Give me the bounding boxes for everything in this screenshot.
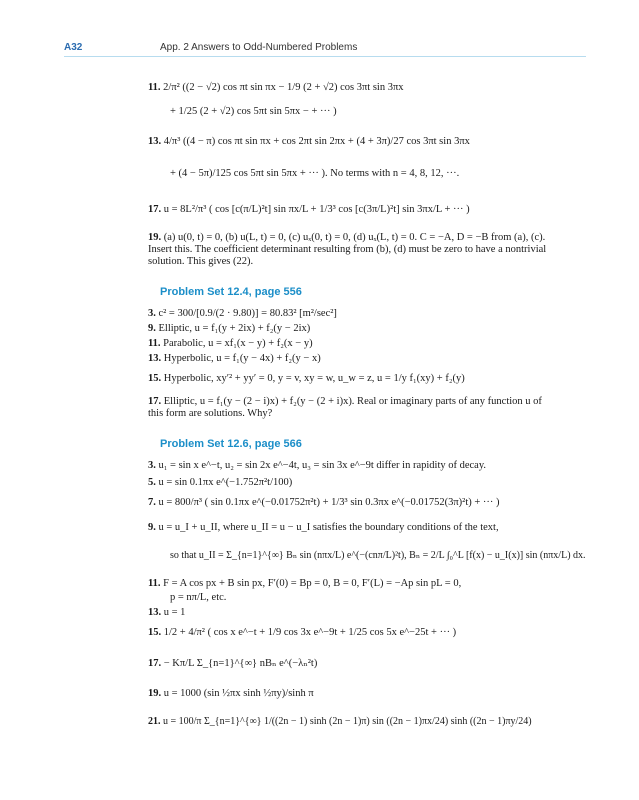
answer-text: 2/π² ((2 − √2) cos πt sin πx − 1/9 (2 + √2) cos 3πt sin 3πx — [163, 82, 404, 93]
answer-number: 7. — [148, 497, 156, 508]
answer-number: 13. — [148, 607, 162, 618]
section-title-12-4: Problem Set 12.4, page 556 — [160, 286, 302, 298]
answer-line — [170, 592, 226, 604]
answer-number: 9. — [148, 522, 156, 533]
section-title-12-6: Problem Set 12.6, page 566 — [160, 438, 302, 450]
answer-number: 9. — [148, 323, 156, 334]
answer-text: u = 100/π Σ_{n=1}^{∞} 1/((2n − 1) sinh (2n − 1)π) sin ((2n − 1)πx/24) sinh ((2n − 1)πy/24) — [163, 716, 532, 727]
answer-text: Elliptic, u = f₁(y − (2 − i)x) + f₂(y − (2 + i)x). Real or imaginary parts of any function u of this form are solutions. Why? — [148, 396, 542, 419]
answer-line — [148, 522, 499, 534]
running-title: App. 2 Answers to Odd-Numbered Problems — [160, 42, 358, 53]
answer-text: u = 800/π³ ( sin 0.1πx e^(−0.01752π²t) + 1/3³ sin 0.3πx e^(−0.01752(3π)²t) + ··· ) — [158, 497, 500, 508]
answer-line — [148, 627, 456, 639]
answer-line — [148, 353, 321, 365]
answer-number: 19. — [148, 688, 162, 699]
answer-text: Elliptic, u = f₁(y + 2ix) + f₂(y − 2ix) — [158, 323, 311, 334]
answer-line — [148, 460, 486, 472]
answer-number: 11. — [148, 578, 161, 589]
answer-text: u = 8L²/π³ ( cos [c(π/L)²t] sin πx/L + 1/3³ cos [c(3π/L)²t] sin 3πx/L + ··· ) — [163, 204, 470, 215]
answer-text: F = A cos px + B sin px, F′(0) = Bp = 0, B = 0, F′(L) = −Ap sin pL = 0, — [163, 578, 462, 589]
answer-line — [148, 688, 314, 700]
answer-text: u = 1 — [163, 607, 186, 618]
answer-text: Hyperbolic, xy′² + yy′ = 0, y = v, xy = w, u_w = z, u = 1/y f₁(xy) + f₂(y) — [163, 373, 465, 384]
answer-line — [148, 338, 313, 350]
answer-line — [148, 323, 310, 335]
answer-number: 19. — [148, 232, 162, 243]
answer-number: 11. — [148, 82, 161, 93]
answer-line — [148, 373, 465, 385]
answer-number: 17. — [148, 658, 162, 669]
answer-line — [148, 204, 470, 216]
answer-line — [148, 396, 558, 420]
answer-line — [148, 82, 404, 94]
answer-text: u = sin 0.1πx e^(−1.752π²t/100) — [158, 477, 293, 488]
answer-text: + 1/25 (2 + √2) cos 5πt sin 5πx − + ··· ) — [170, 106, 337, 117]
answer-text: 1/2 + 4/π² ( cos x e^−t + 1/9 cos 3x e^−9t + 1/25 cos 5x e^−25t + ··· ) — [163, 627, 457, 638]
header-rule — [64, 56, 586, 57]
answer-text: Parabolic, u = xf₁(x − y) + f₂(x − y) — [163, 338, 313, 349]
answer-line — [148, 232, 558, 268]
answer-text: u₁ = sin x e^−t, u₂ = sin 2x e^−4t, u₃ = sin 3x e^−9t differ in rapidity of decay. — [158, 460, 487, 471]
answer-number: 15. — [148, 373, 162, 384]
answer-line — [148, 578, 461, 590]
answer-number: 13. — [148, 136, 162, 147]
answer-text: Hyperbolic, u = f₁(y − 4x) + f₂(y − x) — [163, 353, 321, 364]
answer-number: 3. — [148, 460, 156, 471]
answer-number: 17. — [148, 204, 162, 215]
answer-text: c² = 300/[0.9/(2 · 9.80)] = 80.83² [m²/sec²] — [158, 308, 337, 319]
answer-text: u = 1000 (sin ½πx sinh ½πy)/sinh π — [163, 688, 314, 699]
answer-line — [148, 136, 470, 148]
answer-text: (a) u(0, t) = 0, (b) u(L, t) = 0, (c) uₓ(0, t) = 0, (d) uₓ(L, t) = 0. C = −A, D = −B from (a), (c). Insert this. The coefficient determinant resulting from (b), (d) must be zero to have a nontrivial solution. This gives (22). — [148, 232, 547, 267]
answer-line — [148, 658, 317, 670]
answer-line — [148, 497, 500, 509]
answer-text: p = nπ/L, etc. — [170, 592, 227, 603]
answer-number: 3. — [148, 308, 156, 319]
answer-number: 11. — [148, 338, 161, 349]
answer-number: 15. — [148, 627, 162, 638]
answer-line — [148, 308, 337, 320]
answer-text: u = u_I + u_II, where u_II = u − u_I satisfies the boundary conditions of the text, — [158, 522, 499, 533]
answer-number: 5. — [148, 477, 156, 488]
answer-text: + (4 − 5π)/125 cos 5πt sin 5πx + ··· ). No terms with n = 4, 8, 12, ···. — [170, 168, 460, 179]
answer-line — [170, 168, 459, 180]
page-header — [0, 0, 639, 62]
answer-line — [148, 477, 292, 489]
page-number: A32 — [64, 42, 83, 53]
answer-text: 4/π³ ((4 − π) cos πt sin πx + cos 2πt sin 2πx + (4 + 3π)/27 cos 3πt sin 3πx — [163, 136, 470, 147]
answer-line — [148, 716, 532, 728]
answer-line — [148, 607, 185, 619]
answer-text: so that u_II = Σ_{n=1}^{∞} Bₙ sin (nπx/L) e^(−(cnπ/L)²t), Bₙ = 2/L ∫₀^L [f(x) − u_I(x)] sin (nπx/L) dx. — [170, 550, 586, 561]
answer-number: 13. — [148, 353, 162, 364]
answer-line — [170, 106, 337, 118]
answer-text: − Kπ/L Σ_{n=1}^{∞} nBₙ e^(−λₙ²t) — [163, 658, 318, 669]
answer-line — [170, 550, 586, 562]
answer-number: 21. — [148, 716, 161, 727]
answer-number: 17. — [148, 396, 162, 407]
